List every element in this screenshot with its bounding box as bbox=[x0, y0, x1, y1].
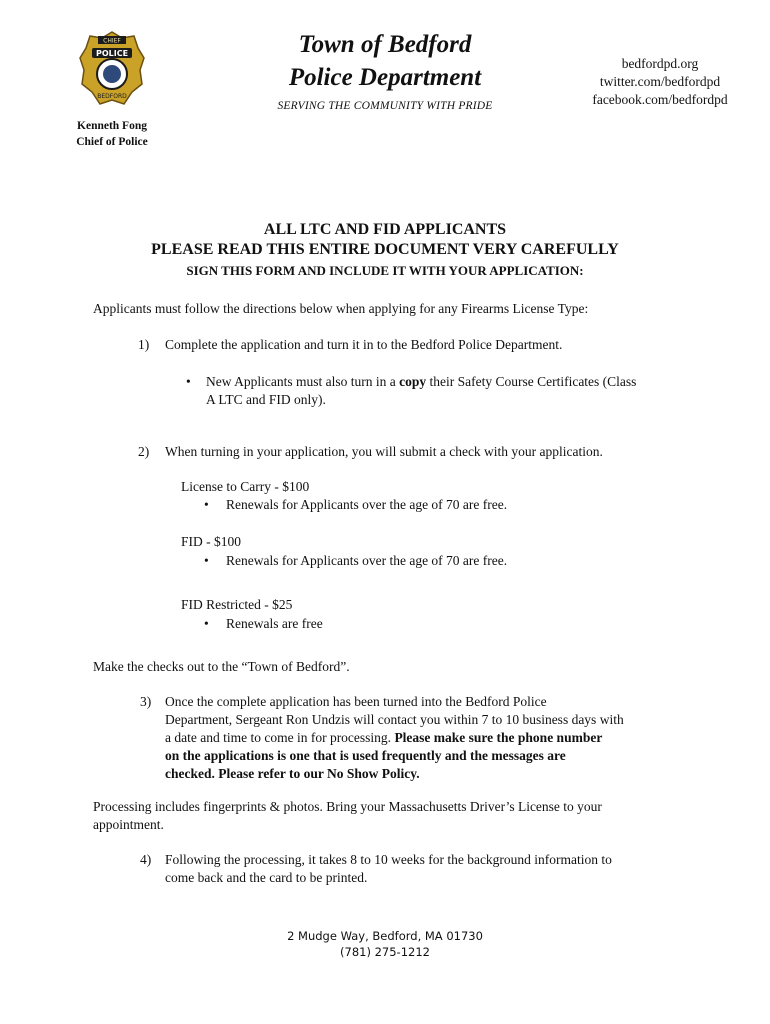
badge-bottom-text: BEDFORD bbox=[97, 93, 127, 100]
fee-fid-restricted-label: FID Restricted - $25 bbox=[181, 597, 293, 612]
processing-line-2: appointment. bbox=[93, 817, 164, 832]
dept-line-2: Police Department bbox=[288, 64, 482, 91]
step-3-line-3b: Please make sure the phone number bbox=[394, 730, 603, 745]
heading-line-2: PLEASE READ THIS ENTIRE DOCUMENT VERY CAREFULLY bbox=[151, 241, 619, 258]
badge-police-text: POLICE bbox=[95, 49, 129, 58]
bullet-icon: • bbox=[186, 374, 191, 389]
police-badge-logo bbox=[78, 30, 146, 108]
checks-note: Make the checks out to the “Town of Bedford”. bbox=[93, 659, 350, 674]
step-3-line-5 bbox=[165, 765, 705, 783]
fee-ltc-bullet: Renewals for Applicants over the age of 70 are free. bbox=[226, 497, 508, 512]
processing-note bbox=[93, 798, 733, 834]
badge-top-text: CHIEF bbox=[103, 37, 121, 45]
fee-ltc-label: License to Carry - $100 bbox=[181, 479, 310, 494]
step-2-text: When turning in your application, you will submit a check with your application. bbox=[165, 444, 603, 459]
step-1-text: Complete the application and turn it in to the Bedford Police Department. bbox=[165, 337, 563, 352]
step-3-line-4 bbox=[165, 747, 705, 765]
step-3-text bbox=[165, 693, 705, 783]
step-3-line-3 bbox=[165, 729, 705, 747]
step-1-bullet-text-b: their Safety Course Certificates (Class bbox=[426, 374, 637, 389]
step-1-bullet-bold: copy bbox=[399, 374, 427, 389]
step-4-text bbox=[165, 851, 725, 887]
footer-address: 2 Mudge Way, Bedford, MA 01730 bbox=[287, 929, 483, 943]
step-4-line-1: Following the processing, it takes 8 to 10 weeks for the background information to bbox=[165, 852, 612, 867]
facebook-link[interactable]: facebook.com/bedfordpd bbox=[592, 92, 728, 107]
contact-links bbox=[570, 55, 750, 109]
step-3-line-2: Department, Sergeant Ron Undzis will contact you within 7 to 10 business days with bbox=[165, 712, 624, 727]
processing-line-1: Processing includes fingerprints & photos. Bring your Massachusetts Driver’s License to your bbox=[93, 799, 602, 814]
step-4-number: 4) bbox=[140, 852, 152, 867]
step-3-number: 3) bbox=[140, 694, 152, 709]
department-title bbox=[230, 28, 540, 94]
motto: SERVING THE COMMUNITY WITH PRIDE bbox=[277, 100, 493, 112]
step-1-bullet-text-a: New Applicants must also turn in a bbox=[206, 374, 400, 389]
step-4-line-2: come back and the card to be printed. bbox=[165, 870, 368, 885]
fee-fid-restricted-bullet: Renewals are free bbox=[226, 616, 323, 631]
footer-phone: (781) 275-1212 bbox=[340, 945, 430, 959]
website-link[interactable]: bedfordpd.org bbox=[621, 56, 699, 71]
fee-fid-label: FID - $100 bbox=[181, 534, 241, 549]
heading-line-1: ALL LTC AND FID APPLICANTS bbox=[263, 221, 507, 238]
main-heading bbox=[60, 220, 710, 260]
step-3-line-4-bold: on the applications is one that is used frequently and the messages are bbox=[165, 748, 566, 763]
bullet-icon: • bbox=[204, 497, 209, 512]
step-1-bullet bbox=[206, 373, 686, 409]
twitter-link[interactable]: twitter.com/bedfordpd bbox=[599, 74, 721, 89]
fee-fid-bullet: Renewals for Applicants over the age of 70 are free. bbox=[226, 553, 508, 568]
bullet-icon: • bbox=[204, 616, 209, 631]
step-1-number: 1) bbox=[138, 337, 150, 352]
sub-heading: SIGN THIS FORM AND INCLUDE IT WITH YOUR APPLICATION: bbox=[186, 263, 584, 278]
step-3-line-3a: a date and time to come in for processing. bbox=[165, 730, 395, 745]
chief-block bbox=[60, 118, 164, 150]
dept-line-1: Town of Bedford bbox=[298, 31, 472, 58]
step-3-line-5-bold: checked. Please refer to our No Show Policy. bbox=[165, 766, 420, 781]
intro-text: Applicants must follow the directions below when applying for any Firearms License Type: bbox=[93, 301, 589, 316]
step-1-bullet-text-c: A LTC and FID only). bbox=[206, 392, 326, 407]
step-3-line-1: Once the complete application has been turned into the Bedford Police bbox=[165, 694, 547, 709]
footer bbox=[200, 928, 570, 960]
chief-title: Chief of Police bbox=[76, 136, 148, 148]
step-2-number: 2) bbox=[138, 444, 150, 459]
bullet-icon: • bbox=[204, 553, 209, 568]
chief-name: Kenneth Fong bbox=[77, 120, 147, 132]
